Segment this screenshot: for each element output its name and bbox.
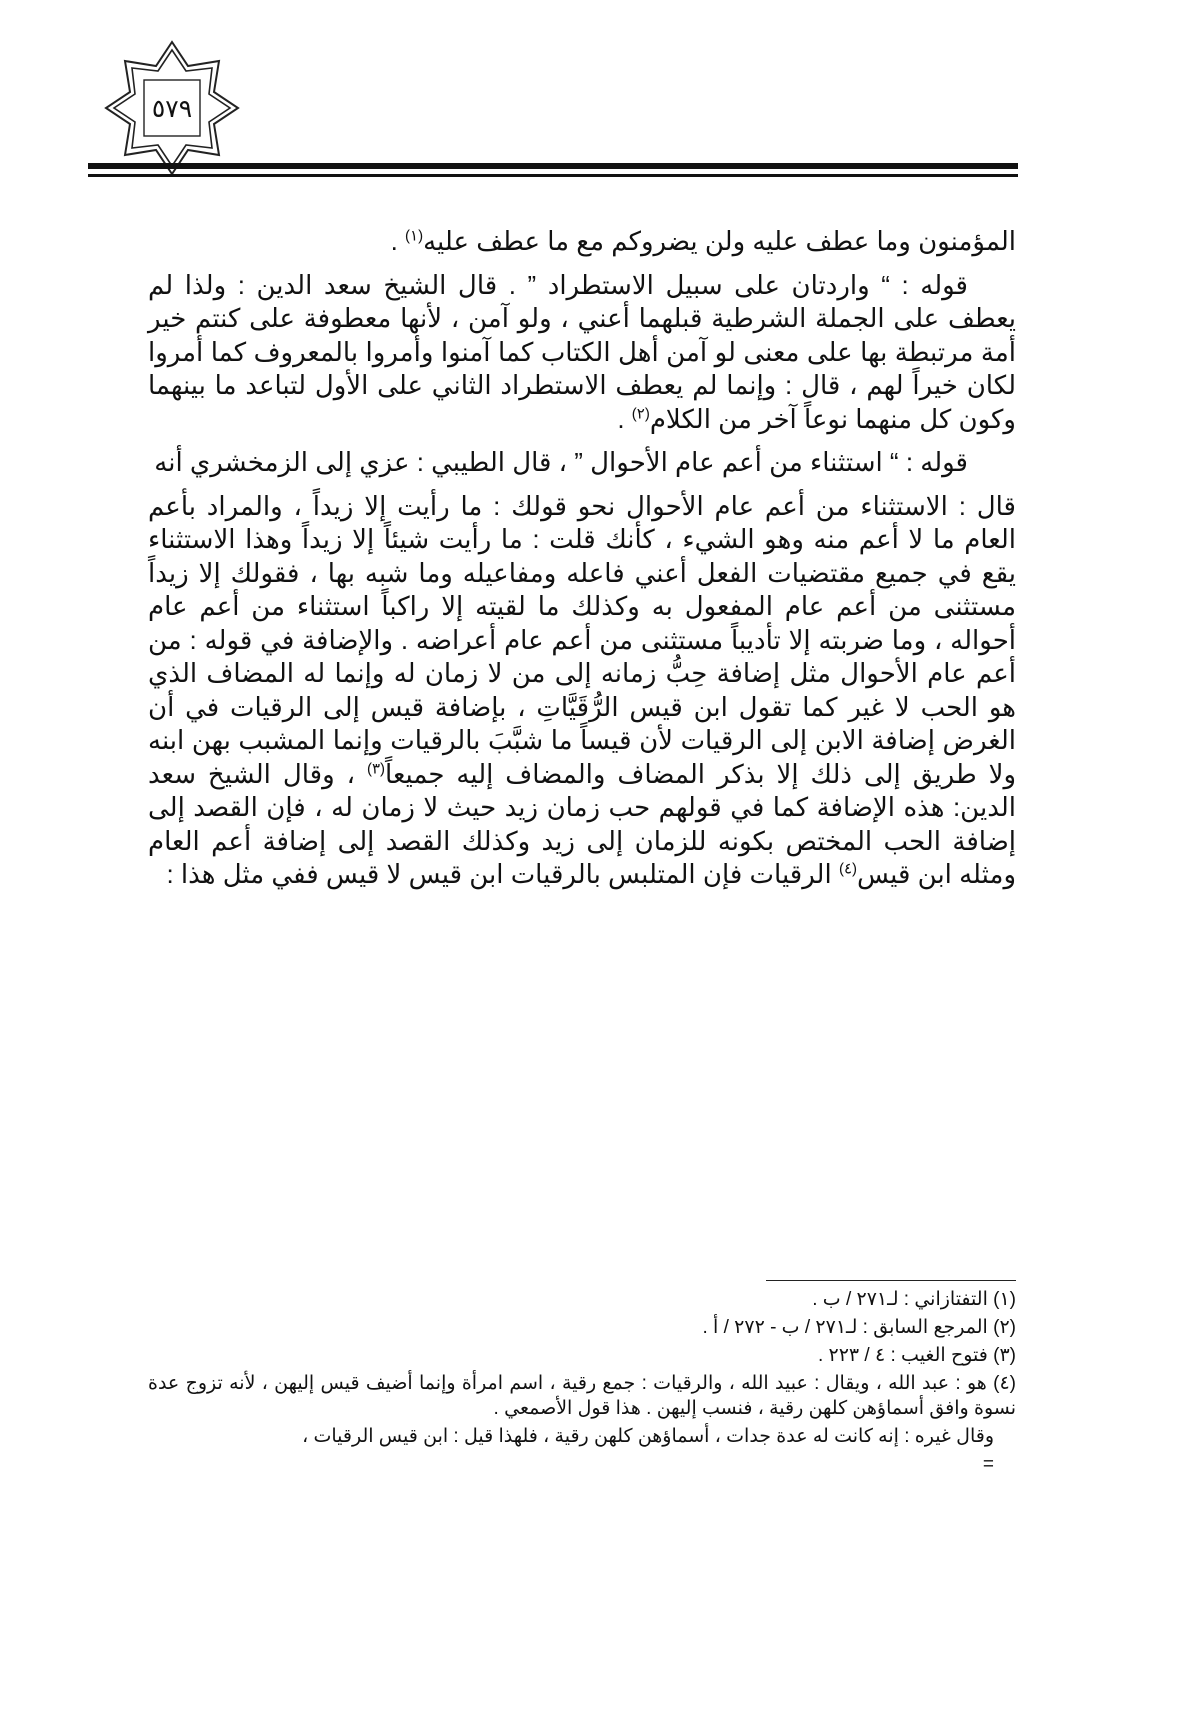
- paragraph-3: [148, 490, 1016, 892]
- main-text: [148, 225, 1016, 902]
- continuation-mark: =: [982, 1454, 994, 1475]
- paragraph-3-text-b: ، وقال الشيخ سعد الدين: هذه الإضافة كما في قولهم حب زمان زيد حيث لا زمان له ، فإن القصد إلى إضافة الحب المختص بكونه للزمان إلى زيد وكذلك القصد إلى إضافة أعم العام ومثله ابن قيس: [148, 758, 1016, 889]
- footnote-2: (٢) المرجع السابق : لـ٢٧١ / ب - ٢٧٢ / أ .: [702, 1317, 1016, 1338]
- paragraph-1-text: المؤمنون وما عطف عليه ولن يضروكم مع ما عطف عليه: [423, 226, 1016, 256]
- paragraph-3-intro: قوله : “ استثناء من أعم عام الأحوال ” ، قال الطيبي : عزي إلى الزمخشري أنه: [154, 447, 968, 477]
- footnote-ref-4: (٤): [838, 860, 857, 878]
- paragraph-1-end: .: [390, 226, 406, 256]
- footnote-3: (٣) فتوح الغيب : ٤ / ٢٢٣ .: [817, 1345, 1016, 1366]
- footnote-ref-2: (٢): [631, 404, 650, 422]
- paragraph-1: [148, 225, 1016, 259]
- paragraph-3-text-a: قال : الاستثناء من أعم عام الأحوال نحو قولك : ما رأيت إلا زيداً ، والمراد بأعم العام ما لا أعم منه وهو الشيء ، كأنك قلت : ما رأيت شيئاً إلا زيداً وهذا الاستثناء يقع في جميع مقتضيات الفعل أعني فاعله ومفاعيله وما شبه بها ، فقولك إلا زيداً مستثنى من أعم عام المفعول به وكذلك ما لقيته إلا راكباً استثناء من أعم عام أحواله ، وما ضربته إلا تأديباً مستثنى من أعم عام أعراضه . والإضافة في قوله : من أعم عام الأحوال مثل إضافة حِبُّ زمانه إلى من لا زمان له وإنما له المضاف الذي هو الحب لا غير كما تقول ابن قيس الرُّقَيَّاتِ ، بإضافة قيس إلى الرقيات في أن الغرض إضافة الابن إلى الرقيات لأن قيساً ما شبَّبَ بالرقيات وإنما المشبب بهن ابنه ولا طريق إلى ذلك إلا بذكر المضاف والمضاف إليه جميعاً: [148, 490, 1017, 789]
- paragraph-2: [148, 269, 1016, 437]
- header-rule-thin: [88, 174, 1018, 177]
- footnotes: [148, 1287, 1016, 1480]
- footnote-4-continuation: وقال غيره : إنه كانت له عدة جدات ، أسماؤهن كلهن رقية ، فلهذا قيل : ابن قيس الرقيات ،: [302, 1426, 994, 1447]
- paragraph-3-text-c: الرقيات فإن المتلبس بالرقيات ابن قيس لا قيس ففي مثل هذا :: [166, 859, 839, 889]
- footnote-ref-1: (١): [405, 227, 424, 245]
- footnote-1: (١) التفتازاني : لـ٢٧١ / ب .: [812, 1289, 1016, 1310]
- paragraph-2-end: .: [617, 403, 632, 434]
- header-rule-thick: [88, 163, 1018, 169]
- page-number: ٥٧٩: [151, 93, 193, 123]
- footnote-separator: [766, 1280, 1016, 1281]
- paragraph-2-text: قوله : “ واردتان على سبيل الاستطراد ” . قال الشيخ سعد الدين : ولذا لم يعطف على الجملة الشرطية قبلهما أعني ، ولو آمن ، لأنها معطوفة على كنتم خير أمة مرتبطة بها على معنى لو آمن أهل الكتاب كما آمنوا وأمروا بالمعروف كما أمروا لكان خيراً لهم ، قال : وإنما لم يعطف الاستطراد الثاني على الأول لتباعد ما بينهما وكون كل منهما نوعاً آخر من الكلام: [148, 269, 1016, 434]
- footnote-ref-3: (٣): [366, 759, 386, 777]
- footnote-4: (٤) هو : عبد الله ، ويقال : عبيد الله ، والرقيات : جمع رقية ، اسم امرأة وإنما أضيف قيس إليهن ، لأنه تزوج عدة نسوة وافق أسماؤهن كلهن رقية ، فنسب إليهن . هذا قول الأصمعي .: [148, 1373, 1016, 1419]
